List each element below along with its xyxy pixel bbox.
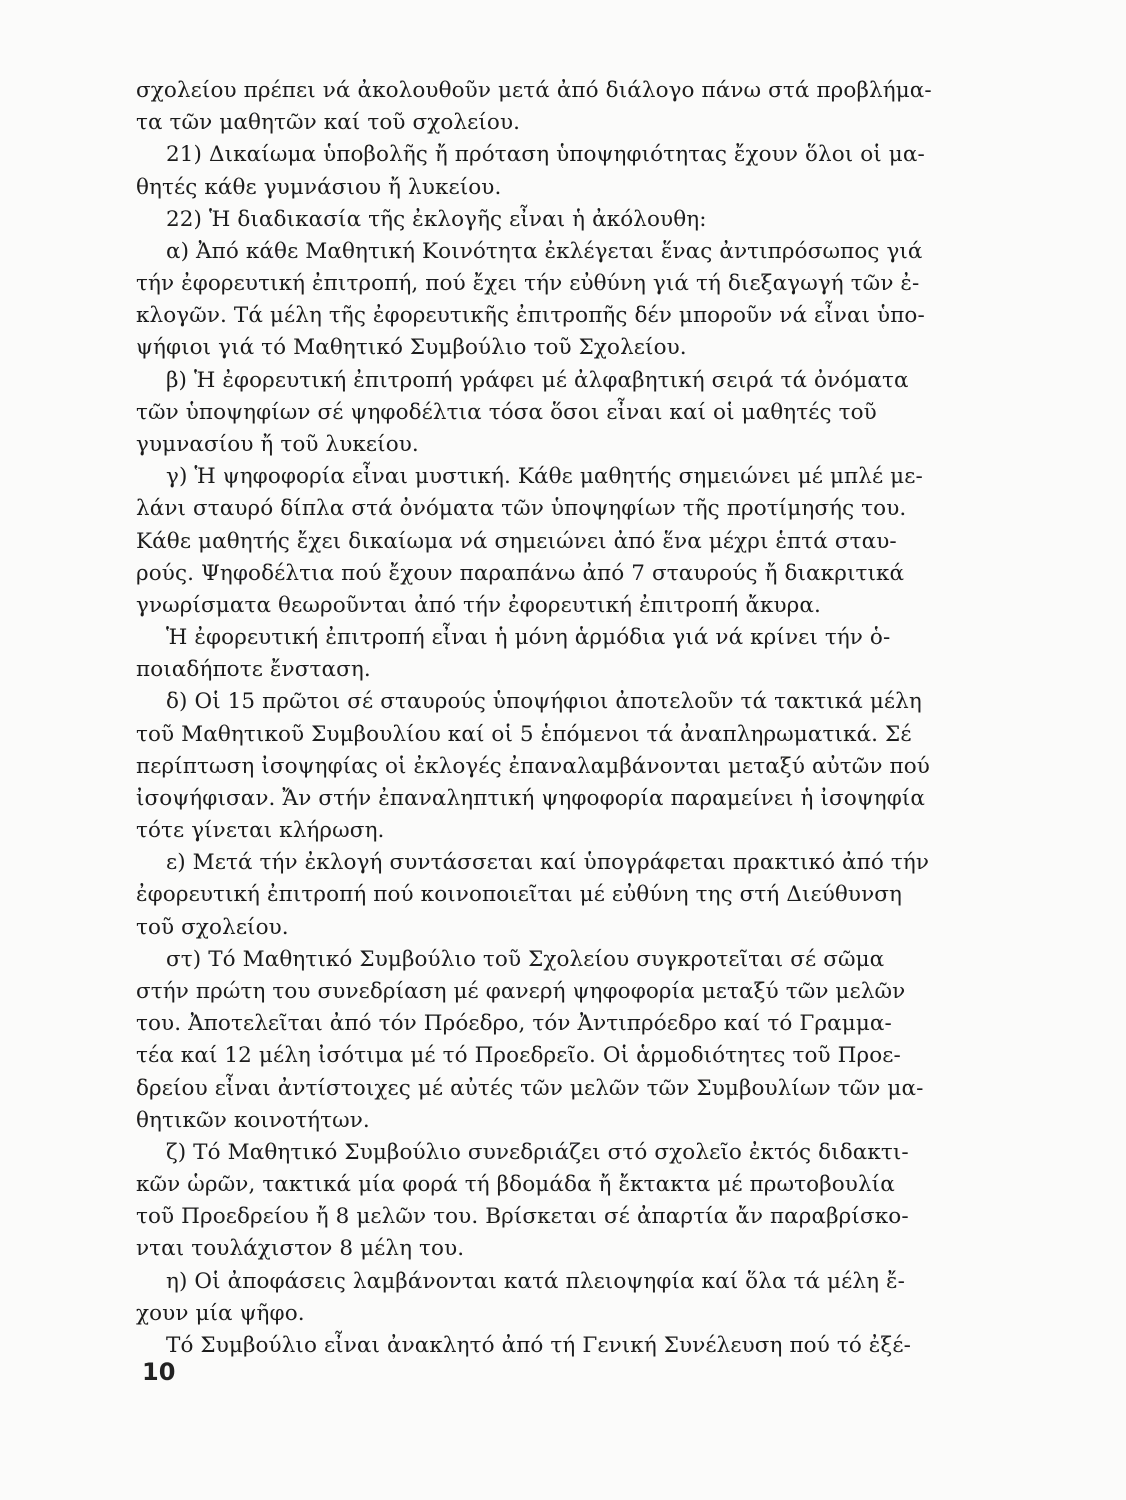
text-line: ρούς. Ψηφοδέλτια πού ἔχουν παραπάνω ἀπό 7 σταυρούς ἤ διακριτικά <box>136 561 905 586</box>
page-number: 10 <box>142 1358 176 1386</box>
text-line: τήν ἐφορευτική ἐπιτροπή, πού ἔχει τήν εὐθύνη γιά τή διεξαγωγή τῶν ἐ- <box>136 271 920 296</box>
text-line: τῶν ὑποψηφίων σέ ψηφοδέλτια τόσα ὅσοι εἶναι καί οἱ μαθητές τοῦ <box>136 400 877 425</box>
text-line: τοῦ Προεδρείου ἤ 8 μελῶν του. Βρίσκεται σέ ἀπαρτία ἄν παραβρίσκο- <box>136 1204 909 1229</box>
text-line: τοῦ Μαθητικοῦ Συμβουλίου καί οἱ 5 ἑπόμενοι τά ἀναπληρωματικά. Σέ <box>136 722 912 747</box>
text-line: 21) Δικαίωμα ὑποβολῆς ἤ πρόταση ὑποψηφιότητας ἔχουν ὅλοι οἱ μα- <box>166 142 925 167</box>
text-line: κλογῶν. Τά μέλη τῆς ἐφορευτικῆς ἐπιτροπῆς δέν μποροῦν νά εἶναι ὑπο- <box>136 303 925 328</box>
text-line: θητές κάθε γυμνάσιου ἤ λυκείου. <box>136 175 502 200</box>
text-line: 22) Ἡ διαδικασία τῆς ἐκλογῆς εἶναι ἡ ἀκόλουθη: <box>166 207 707 232</box>
text-line: ε) Μετά τήν ἐκλογή συντάσσεται καί ὑπογράφεται πρακτικό ἀπό τήν <box>166 850 930 875</box>
text-line: σχολείου πρέπει νά ἀκολουθοῦν μετά ἀπό διάλογο πάνω στά προβλήμα- <box>136 78 932 103</box>
text-line: γνωρίσματα θεωροῦνται ἀπό τήν ἐφορευτική ἐπιτροπή ἄκυρα. <box>136 593 821 618</box>
text-line: γυμνασίου ἤ τοῦ λυκείου. <box>136 432 419 457</box>
text-line: στ) Τό Μαθητικό Συμβούλιο τοῦ Σχολείου συγκροτεῖται σέ σῶμα <box>166 947 885 972</box>
text-line: Κάθε μαθητής ἔχει δικαίωμα νά σημειώνει ἀπό ἕνα μέχρι ἑπτά σταυ- <box>136 529 897 554</box>
text-line: του. Ἀποτελεῖται ἀπό τόν Πρόεδρο, τόν Ἀντιπρόεδρο καί τό Γραμμα- <box>136 1011 892 1036</box>
text-line: τοῦ σχολείου. <box>136 915 289 940</box>
text-line: Τό Συμβούλιο εἶναι ἀνακλητό ἀπό τή Γενική Συνέλευση πού τό ἐξέ- <box>166 1333 911 1358</box>
text-line: β) Ἡ ἐφορευτική ἐπιτροπή γράφει μέ ἀλφαβητική σειρά τά ὀνόματα <box>166 368 909 393</box>
text-line: ποιαδήποτε ἔνσταση. <box>136 657 371 682</box>
text-line: Ἡ ἐφορευτική ἐπιτροπή εἶναι ἡ μόνη ἁρμόδια γιά νά κρίνει τήν ὁ- <box>166 625 891 650</box>
text-line: χουν μία ψῆφο. <box>136 1301 305 1326</box>
text-line: κῶν ὡρῶν, τακτικά μία φορά τή βδομάδα ἤ ἔκτακτα μέ πρωτοβουλία <box>136 1172 895 1197</box>
text-line: γ) Ἡ ψηφοφορία εἶναι μυστική. Κάθε μαθητής σημειώνει μέ μπλέ με- <box>166 464 923 489</box>
text-line: τέα καί 12 μέλη ἰσότιμα μέ τό Προεδρεῖο. Οἱ ἁρμοδιότητες τοῦ Προε- <box>136 1043 901 1068</box>
text-line: α) Ἀπό κάθε Μαθητική Κοινότητα ἐκλέγεται ἕνας ἀντιπρόσωπος γιά <box>166 239 923 264</box>
text-line: λάνι σταυρό δίπλα στά ὀνόματα τῶν ὑποψηφίων τῆς προτίμησής του. <box>136 496 907 521</box>
text-line: στήν πρώτη του συνεδρίαση μέ φανερή ψηφοφορία μεταξύ τῶν μελῶν <box>136 979 906 1004</box>
text-line: νται τουλάχιστον 8 μέλη του. <box>136 1236 465 1261</box>
text-line: ζ) Τό Μαθητικό Συμβούλιο συνεδριάζει στό σχολεῖο ἐκτός διδακτι- <box>166 1140 909 1165</box>
text-line: τότε γίνεται κλήρωση. <box>136 818 385 843</box>
text-line: περίπτωση ἰσοψηφίας οἱ ἐκλογές ἐπαναλαμβάνονται μεταξύ αὐτῶν πού <box>136 754 930 779</box>
text-line: ψήφιοι γιά τό Μαθητικό Συμβούλιο τοῦ Σχολείου. <box>136 335 687 360</box>
text-line: η) Οἱ ἀποφάσεις λαμβάνονται κατά πλειοψηφία καί ὅλα τά μέλη ἔ- <box>166 1269 906 1294</box>
text-line: θητικῶν κοινοτήτων. <box>136 1108 370 1133</box>
text-line: δ) Οἱ 15 πρῶτοι σέ σταυρούς ὑποψήφιοι ἀποτελοῦν τά τακτικά μέλη <box>166 689 922 714</box>
text-line: ἰσοψήφισαν. Ἄν στήν ἐπαναληπτική ψηφοφορία παραμείνει ἡ ἰσοψηφία <box>136 786 926 811</box>
text-line: ἐφορευτική ἐπιτροπή πού κοινοποιεῖται μέ εὐθύνη της στή Διεύθυνση <box>136 882 903 907</box>
text-line: τα τῶν μαθητῶν καί τοῦ σχολείου. <box>136 110 521 135</box>
text-line: δρείου εἶναι ἀντίστοιχες μέ αὐτές τῶν μελῶν τῶν Συμβουλίων τῶν μα- <box>136 1076 924 1101</box>
